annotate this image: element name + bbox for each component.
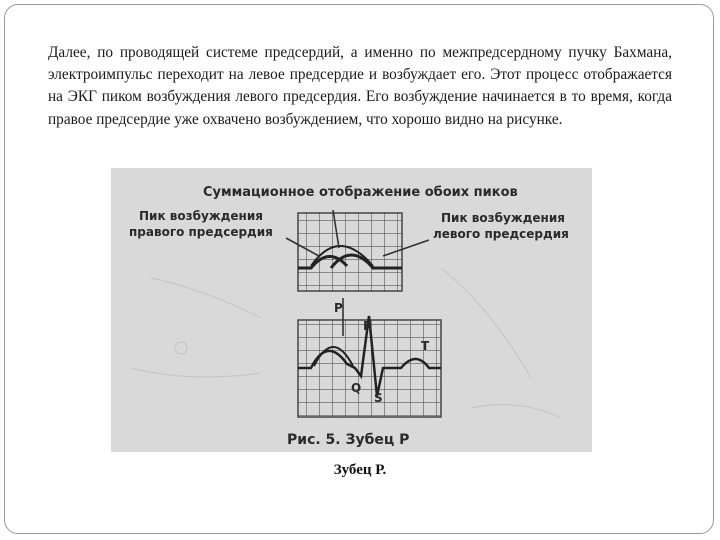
label-right-atrium-2: правого предсердия [129, 225, 273, 239]
label-right-atrium-1: Пик возбуждения [139, 209, 263, 223]
ecg-diagram [111, 168, 592, 452]
label-left-atrium-1: Пик возбуждения [441, 211, 565, 225]
wave-label-p: P [334, 301, 343, 315]
label-summation: Суммационное отображение обоих пиков [203, 185, 518, 200]
upper-ecg-grid [298, 213, 402, 291]
body-paragraph: Далее, по проводящей системе предсердий, а именно по межпредсердному пучку Бахмана, электроимпульс переходит на левое предсердие и возбуждает его. Этот процесс отображается на ЭКГ пиком возбуждения левого предсердия. Его возбуждение начинается в то время, когда правое предсердие уже охвачено возбуждением, что хорошо видно на рисунке. [48, 44, 672, 128]
figure-caption: Рис. 5. Зубец Р [287, 432, 410, 448]
lower-ecg-grid [298, 320, 441, 417]
wave-label-r: R [363, 319, 373, 333]
wave-label-t: T [421, 339, 430, 353]
label-left-atrium-2: левого предсердия [433, 227, 569, 241]
wave-label-q: Q [351, 381, 362, 395]
ecg-figure [111, 168, 592, 452]
image-caption: Зубец Р. [333, 462, 387, 478]
wave-label-s: S [374, 391, 383, 405]
